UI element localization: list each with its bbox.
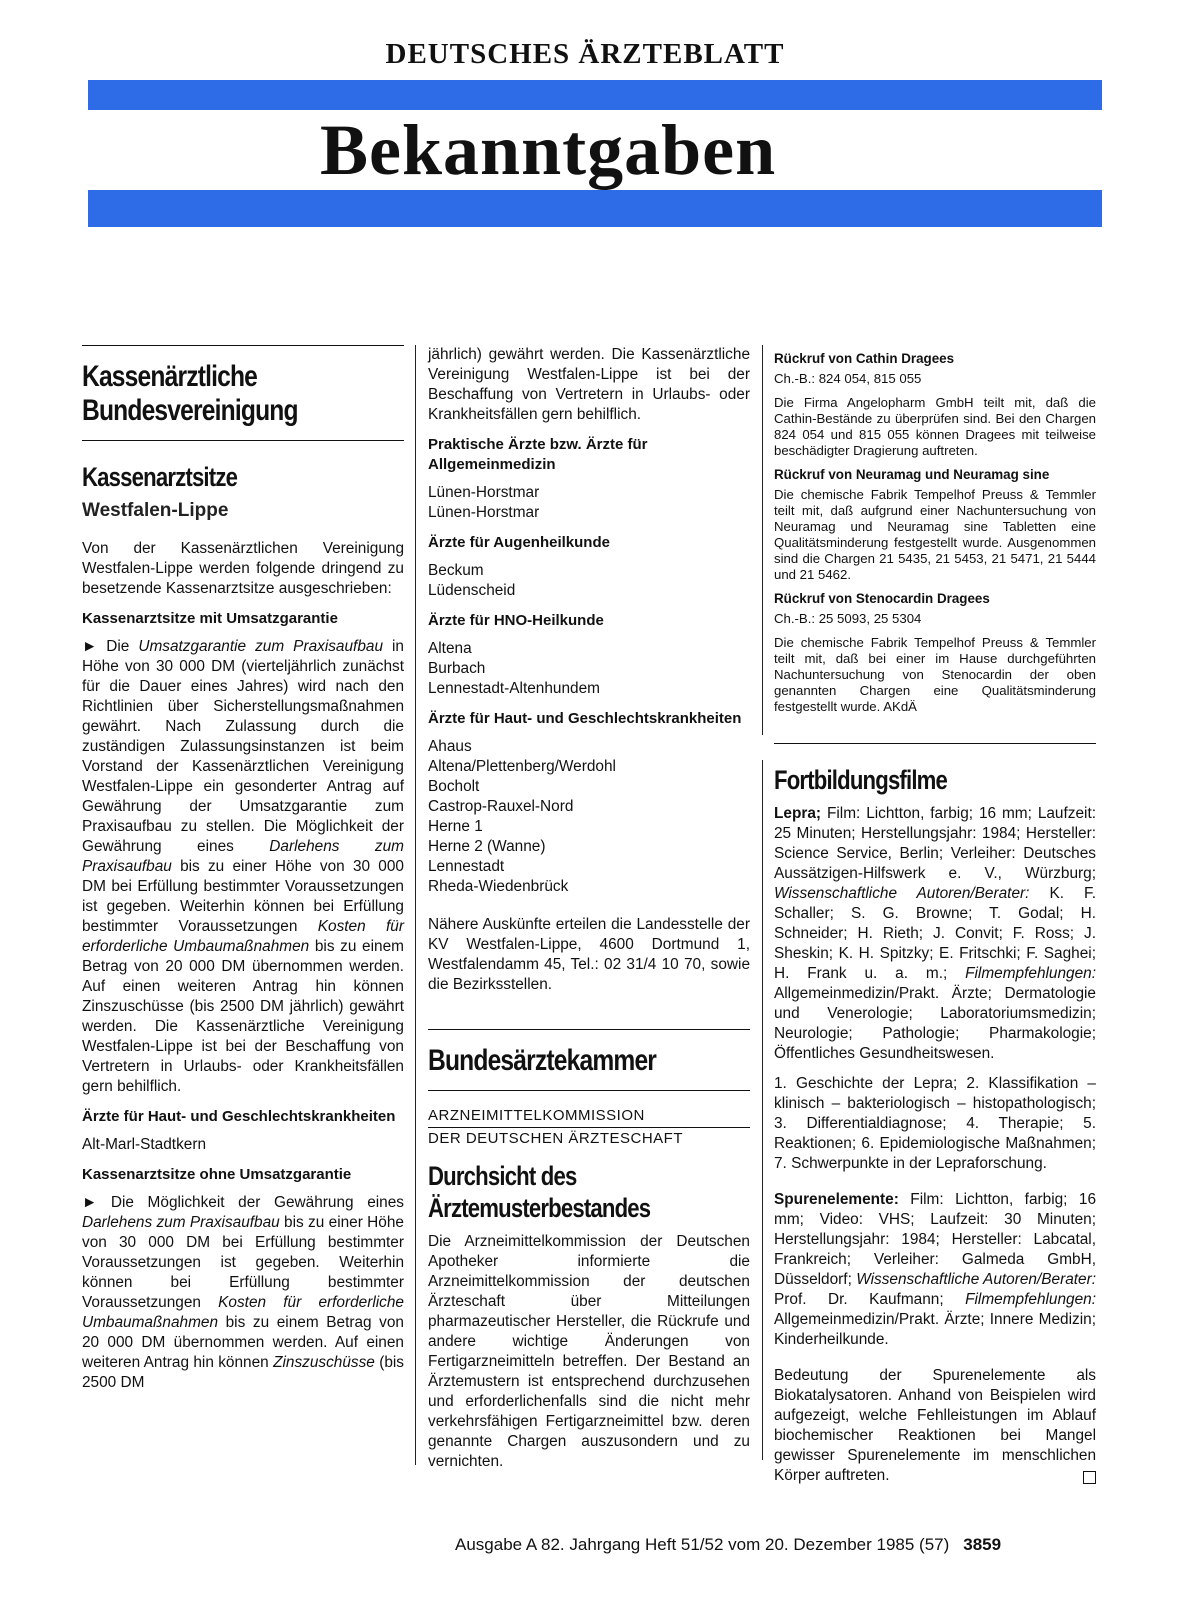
org-heading: Bundesärztekammer xyxy=(428,1044,657,1077)
list-item: Burbach xyxy=(428,660,486,677)
header-bar-bottom xyxy=(88,190,1102,227)
list-item: Lüdenscheid xyxy=(428,582,516,599)
issue-info: Ausgabe A 82. Jahrgang Heft 51/52 vom 20. Dezember 1985 (57) xyxy=(455,1535,950,1554)
list-item: Lennestadt xyxy=(428,858,505,875)
recall-title: Rückruf von Stenocardin Dragees xyxy=(774,591,990,606)
subheading: Ärzte für Haut- und Geschlechtskrankheiten xyxy=(428,710,742,727)
place-list xyxy=(428,639,750,699)
list-item: Herne 1 xyxy=(428,818,483,835)
film-entry: Lepra; Film: Lichtton, farbig; 16 mm; Laufzeit: 25 Minuten; Herstellungsjahr: 1984; Hersteller: Science Service, Berlin; Verleiher: Deutsches Aussätzigen-Hilfswerk e. V., Würzburg; Wissenschaftliche Autoren/Berater: K. F. Schaller; S. G. Browne; T. Godal; H. Schneider; H. Rieth; J. Convit; F. Ross; J. Sheskin; K. H. Spitzky; E. Fritschki; F. Saghei; H. Frank u. a. m.; Filmempfehlungen: Allgemeinmedizin/Prakt. Ärzte; Dermatologie und Venerologie; Laboratoriumsmedizin; Neurologie; Pathologie; Pharmakologie; Öffentliches Gesundheitswesen. xyxy=(774,805,1096,1062)
paragraph: jährlich) gewährt werden. Die Kassenärztliche Vereinigung Westfalen-Lippe ist bei der Beschaffung von Vertretern in Urlaubs- oder Krankheitsfällen gern behilflich. xyxy=(428,346,750,423)
recall-text: Die chemische Fabrik Tempelhof Preuss & Temmler teilt mit, daß bei einer im Hause durchgeführten Nachuntersuchung von Stenocardin der oben genannten Chargen eine Qualitätsminderung festgestellt wurde. AKdÄ xyxy=(774,635,1096,714)
list-item: Castrop-Rauxel-Nord xyxy=(428,798,574,815)
film-entry: Spurenelemente: Film: Lichtton, farbig; 16 mm; Video: VHS; Laufzeit: 30 Minuten; Herstellungsjahr: 1984; Hersteller: Labcatal, Frankreich; Verleiher: Galmeda GmbH, Düsseldorf; Wissenschaftliche Autoren/Berater: Prof. Dr. Kaufmann; Filmempfehlungen: Allgemeinmedizin/Prakt. Ärzte; Innere Medizin; Kinderheilkunde. xyxy=(774,1191,1096,1348)
place: Alt-Marl-Stadtkern xyxy=(82,1136,207,1153)
paragraph: ► Die Umsatzgarantie zum Praxisaufbau in Höhe von 30 000 DM (vierteljährlich zunächst für die Dauer eines Jahres) wird nach den Richtlinien über Sicherstellungsmaßnahmen gewährt. Nach Zulassung durch die zuständigen Zulassungsinstanzen ist beim Vorstand der Kassenärztlichen Vereinigung Westfalen-Lippe ein gesonderter Antrag auf Gewährung der Umsatzgarantie zum Praxisaufbau zu stellen. Die Möglichkeit der Gewährung eines Darlehens zum Praxisaufbau bis zu einer Höhe von 30 000 DM bei Erfüllung bestimmter Voraussetzungen ist gegeben. Weiterhin können bei Erfüllung bestimmter Voraussetzungen Kosten für erforderliche Umbaumaßnahmen bis zu einem Betrag von 20 000 DM übernommen werden. Auf einen weiteren Antrag hin können Zinszuschüsse (bis 2500 DM jährlich) gewährt werden. Die Kassenärztliche Vereinigung Westfalen-Lippe ist bei der Beschaffung von Vertretern in Urlaubs- oder Krankheitsfällen gern behilflich. xyxy=(82,638,404,1095)
list-item: Lennestadt-Altenhundem xyxy=(428,680,600,697)
rule xyxy=(774,743,1096,744)
column-1 xyxy=(82,345,404,1403)
charge-numbers: Ch.-B.: 824 054, 815 055 xyxy=(774,371,922,386)
paragraph: ► Die Möglichkeit der Gewährung eines Darlehens zum Praxisaufbau bis zu einer Höhe von 30 000 DM bei Erfüllung bestimmter Voraussetzungen ist gegeben. Weiterhin können bei Erfüllung bestimmter Voraussetzungen Kosten für erforderliche Umbaumaßnahmen bis zu einem Betrag von 20 000 DM übernommen werden. Auf einen weiteren Antrag hin können Zinszuschüsse (bis 2500 DM xyxy=(82,1194,404,1391)
contact-info: Nähere Auskünfte erteilen die Landesstelle der KV Westfalen-Lippe, 4600 Dortmund 1, Westfalendamm 45, Tel.: 02 31/4 10 70, sowie die Bezirksstellen. xyxy=(428,916,750,993)
section-heading: Fortbildungsfilme xyxy=(774,765,948,795)
section-heading: Durchsicht des Ärztemusterbestandes xyxy=(428,1161,651,1223)
commission-name xyxy=(428,1105,750,1150)
subheading: Ärzte für Haut- und Geschlechtskrankheiten xyxy=(82,1108,396,1125)
subheading: Kassenarztsitze mit Umsatzgarantie xyxy=(82,610,338,627)
commission-line: ARZNEIMITTELKOMMISSION xyxy=(428,1107,645,1124)
subheading: Ärzte für Augenheilkunde xyxy=(428,534,610,551)
masthead: DEUTSCHES ÄRZTEBLATT xyxy=(385,38,785,70)
charge-numbers: Ch.-B.: 25 5093, 25 5304 xyxy=(774,611,922,626)
list-item: Bocholt xyxy=(428,778,480,795)
footer xyxy=(455,1535,1001,1555)
rule xyxy=(82,345,404,346)
column-divider xyxy=(762,760,763,1460)
region-heading: Westfalen-Lippe xyxy=(82,500,229,521)
list-item: Altena/Plettenberg/Werdohl xyxy=(428,758,616,775)
list-item: Ahaus xyxy=(428,738,472,755)
recall-notices xyxy=(774,351,1096,715)
column-divider xyxy=(415,345,416,1465)
rule xyxy=(428,1090,750,1091)
page-title: Bekanntgaben xyxy=(320,110,777,190)
list-item: Lünen-Horstmar xyxy=(428,484,540,501)
recall-title: Rückruf von Neuramag und Neuramag sine xyxy=(774,467,1050,482)
list-item: Beckum xyxy=(428,562,484,579)
subheading: Kassenarztsitze ohne Umsatzgarantie xyxy=(82,1166,352,1183)
list-item: Herne 2 (Wanne) xyxy=(428,838,546,855)
place-list xyxy=(428,561,750,601)
rule xyxy=(428,1029,750,1030)
place-list xyxy=(428,483,750,523)
list-item: Rheda-Wiedenbrück xyxy=(428,878,569,895)
page-number: 3859 xyxy=(963,1535,1002,1554)
org-heading: Kassenärztliche Bundesvereinigung xyxy=(82,360,298,427)
column-3 xyxy=(774,345,1096,1496)
film-contents: 1. Geschichte der Lepra; 2. Klassifikation – klinisch – bakteriologisch – histopathologisch; 3. Differentialdiagnose; 4. Therapie; 5. Reaktionen; 6. Epidemiologische Maßnahmen; 7. Schwerpunkte in der Lepraforschung. xyxy=(774,1075,1096,1172)
intro-text: Von der Kassenärztlichen Vereinigung Westfalen-Lippe werden folgende dringend zu besetzende Kassenarztsitze ausgeschrieben: xyxy=(82,540,404,597)
column-2 xyxy=(428,345,750,1482)
rule xyxy=(82,440,404,441)
paragraph: Die Arzneimittelkommission der Deutschen Apotheker informierte die Arzneimittelkommission der deutschen Ärzteschaft über Mitteilungen pharmazeutischer Hersteller, die Rückrufe und andere wichtige Änderungen von Fertigarzneimitteln betreffen. Der Bestand an Ärztemustern ist entsprechend durchzusehen und erforderlichenfalls sind die nicht mehr verkehrsfähigen Fertigarzneimittel bzw. deren genannte Chargen auszusondern und zu vernichten. xyxy=(428,1233,750,1470)
section-heading: Kassenarztsitze xyxy=(82,462,238,492)
list-item: Lünen-Horstmar xyxy=(428,504,540,521)
subheading: Ärzte für HNO-Heilkunde xyxy=(428,612,604,629)
film-description: Bedeutung der Spurenelemente als Biokatalysatoren. Anhand von Beispielen wird aufgezeigt, welche Fehlleistungen im Ablauf biochemischer Reaktionen bei Mangel gewisser Spurenelemente im menschlichen Körper auftreten. xyxy=(774,1367,1096,1484)
recall-text: Die Firma Angelopharm GmbH teilt mit, daß die Cathin-Bestände zu überprüfen sind. Bei den Chargen 824 054 und 815 055 können Dragees mit teilweise beschädigter Dragierung auftreten. xyxy=(774,395,1096,458)
list-item: Altena xyxy=(428,640,472,657)
header-bar-top xyxy=(88,80,1102,110)
end-mark-icon xyxy=(1083,1471,1096,1484)
recall-text: Die chemische Fabrik Tempelhof Preuss & Temmler teilt mit, daß aufgrund einer Nachuntersuchung von Neuramag und Neuramag sine Tabletten eine Qualitätsminderung festgestellt wurde. Ausgenommen sind die Chargen 21 5435, 21 5453, 21 5471, 21 5444 und 21 5462. xyxy=(774,487,1096,582)
column-divider xyxy=(762,345,763,735)
place-list xyxy=(428,737,750,897)
commission-line: DER DEUTSCHEN ÄRZTESCHAFT xyxy=(428,1127,750,1150)
recall-title: Rückruf von Cathin Dragees xyxy=(774,351,955,366)
subheading: Praktische Ärzte bzw. Ärzte für Allgemeinmedizin xyxy=(428,436,648,473)
